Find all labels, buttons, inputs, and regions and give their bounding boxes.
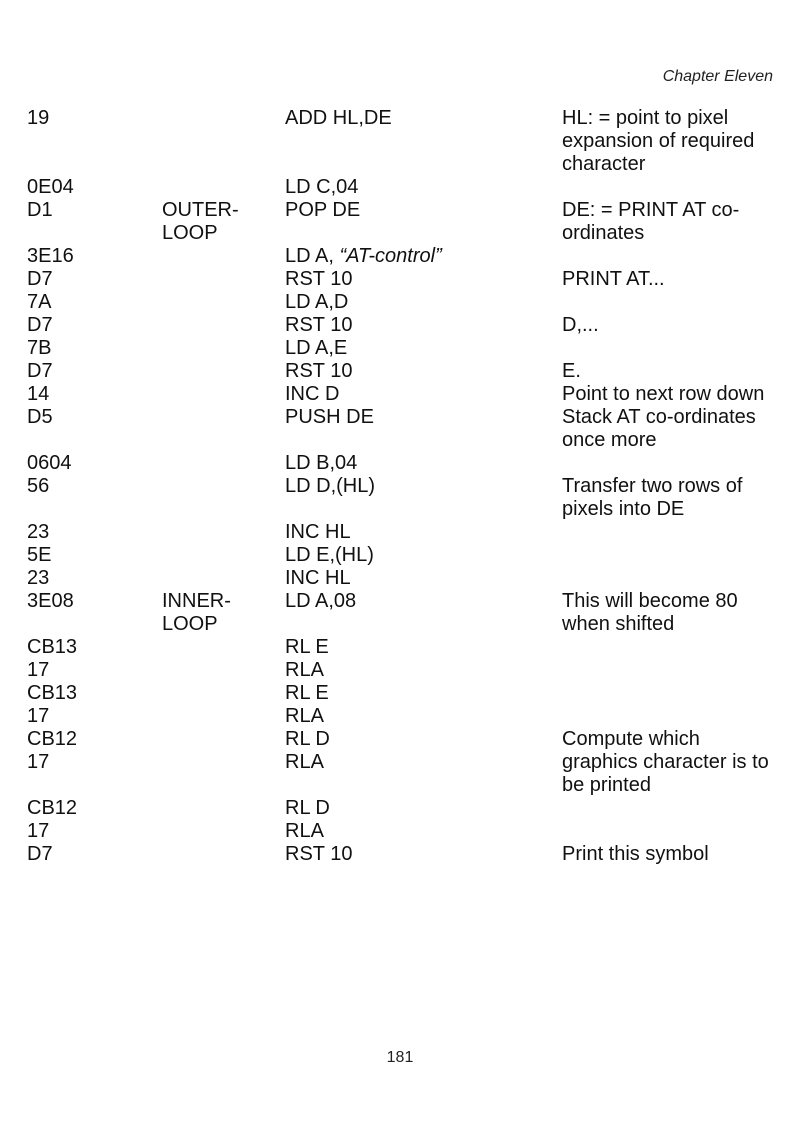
hex-code: 14 xyxy=(27,383,50,405)
hex-code: 3E08 xyxy=(27,590,74,612)
instruction xyxy=(285,245,562,268)
hex-code: D7 xyxy=(27,360,53,382)
comment: graphics character is to be printed xyxy=(562,751,769,796)
instruction-text: RL E xyxy=(285,636,329,658)
instruction xyxy=(285,176,562,199)
listing-row xyxy=(27,452,777,475)
instruction xyxy=(285,360,562,383)
instruction-text: INC HL xyxy=(285,521,351,543)
instruction xyxy=(285,590,562,613)
instruction-text: LD B,04 xyxy=(285,452,358,474)
code-listing xyxy=(27,107,777,866)
instruction xyxy=(285,567,562,590)
listing-row xyxy=(27,268,777,291)
listing-row xyxy=(27,659,777,682)
hex-code: 17 xyxy=(27,705,50,727)
listing-row xyxy=(27,728,777,751)
instruction-text: RL D xyxy=(285,728,330,750)
hex-code: D1 xyxy=(27,199,53,221)
instruction xyxy=(285,544,562,567)
listing-row xyxy=(27,567,777,590)
hex-code: CB13 xyxy=(27,682,78,704)
instruction xyxy=(285,291,562,314)
hex-code: 0E04 xyxy=(27,176,74,198)
listing-row xyxy=(27,291,777,314)
comment: E. xyxy=(562,360,581,382)
instruction-text: LD A,08 xyxy=(285,590,357,612)
instruction-text: LD E,(HL) xyxy=(285,544,374,566)
comment: PRINT AT... xyxy=(562,268,665,290)
instruction-text: LD A,E xyxy=(285,337,348,359)
listing-row xyxy=(27,797,777,820)
hex-code: CB13 xyxy=(27,636,78,658)
instruction-text: RL D xyxy=(285,797,330,819)
listing-row xyxy=(27,475,777,521)
instruction-text: RST 10 xyxy=(285,360,353,382)
hex-code: D7 xyxy=(27,843,53,865)
instruction-text: LD A,D xyxy=(285,291,349,313)
listing-row xyxy=(27,843,777,866)
comment: Transfer two rows of pixels into DE xyxy=(562,475,743,520)
listing-row xyxy=(27,383,777,406)
instruction xyxy=(285,636,562,659)
instruction xyxy=(285,452,562,475)
instruction-text: LD A, xyxy=(285,245,340,267)
listing-row xyxy=(27,682,777,705)
comment: D,... xyxy=(562,314,599,336)
listing-row xyxy=(27,705,777,728)
listing-row xyxy=(27,521,777,544)
hex-code: 17 xyxy=(27,751,50,773)
hex-code: 19 xyxy=(27,107,50,129)
hex-code: 7B xyxy=(27,337,52,359)
listing-row xyxy=(27,820,777,843)
comment: DE: = PRINT AT co-ordinates xyxy=(562,199,740,244)
instruction xyxy=(285,475,562,498)
hex-code: 0604 xyxy=(27,452,72,474)
instruction xyxy=(285,107,562,130)
hex-code: 17 xyxy=(27,820,50,842)
instruction xyxy=(285,659,562,682)
label: OUTER- LOOP xyxy=(162,199,239,244)
listing-row xyxy=(27,360,777,383)
instruction-text: RL E xyxy=(285,682,329,704)
listing-row xyxy=(27,406,777,452)
comment: HL: = point to pixel expansion of required character xyxy=(562,107,755,175)
instruction-text: RLA xyxy=(285,751,324,773)
instruction xyxy=(285,314,562,337)
hex-code: CB12 xyxy=(27,797,78,819)
instruction xyxy=(285,521,562,544)
instruction-text: RLA xyxy=(285,820,324,842)
instruction xyxy=(285,383,562,406)
hex-code: D7 xyxy=(27,268,53,290)
instruction-text: RST 10 xyxy=(285,314,353,336)
listing-row xyxy=(27,751,777,797)
instruction xyxy=(285,268,562,291)
comment: Compute which xyxy=(562,728,700,750)
hex-code: 3E16 xyxy=(27,245,74,267)
instruction xyxy=(285,705,562,728)
page-number: 181 xyxy=(386,1049,414,1066)
instruction-text: INC D xyxy=(285,383,340,405)
instruction xyxy=(285,797,562,820)
instruction-text: INC HL xyxy=(285,567,351,589)
instruction xyxy=(285,728,562,751)
instruction xyxy=(285,751,562,774)
instruction-text: POP DE xyxy=(285,199,361,221)
instruction-text: ADD HL,DE xyxy=(285,107,392,129)
instruction-text: RST 10 xyxy=(285,843,353,865)
comment: Point to next row down xyxy=(562,383,765,405)
listing-row xyxy=(27,107,777,176)
listing-row xyxy=(27,245,777,268)
hex-code: 23 xyxy=(27,567,50,589)
listing-row xyxy=(27,636,777,659)
instruction-text: RLA xyxy=(285,705,324,727)
instruction-text: PUSH DE xyxy=(285,406,374,428)
comment: Stack AT co-ordinates once more xyxy=(562,406,756,451)
label: INNER- LOOP xyxy=(162,590,231,635)
hex-code: 7A xyxy=(27,291,52,313)
listing-row xyxy=(27,314,777,337)
hex-code: CB12 xyxy=(27,728,78,750)
running-header: Chapter Eleven xyxy=(662,68,773,85)
instruction xyxy=(285,406,562,429)
instruction-text: RST 10 xyxy=(285,268,353,290)
hex-code: 23 xyxy=(27,521,50,543)
hex-code: 56 xyxy=(27,475,50,497)
instruction-text: RLA xyxy=(285,659,324,681)
instruction xyxy=(285,820,562,843)
listing-row xyxy=(27,337,777,360)
listing-row xyxy=(27,199,777,245)
hex-code: 17 xyxy=(27,659,50,681)
hex-code: D7 xyxy=(27,314,53,336)
listing-row xyxy=(27,176,777,199)
comment: Print this symbol xyxy=(562,843,709,865)
instruction-text: LD C,04 xyxy=(285,176,359,198)
instruction-text: LD D,(HL) xyxy=(285,475,376,497)
instruction xyxy=(285,199,562,222)
hex-code: 5E xyxy=(27,544,52,566)
hex-code: D5 xyxy=(27,406,53,428)
comment: This will become 80 when shifted xyxy=(562,590,738,635)
instruction-operand-italic: “AT-control” xyxy=(339,245,442,267)
listing-row xyxy=(27,544,777,567)
listing-row xyxy=(27,590,777,636)
instruction xyxy=(285,337,562,360)
instruction xyxy=(285,843,562,866)
instruction xyxy=(285,682,562,705)
